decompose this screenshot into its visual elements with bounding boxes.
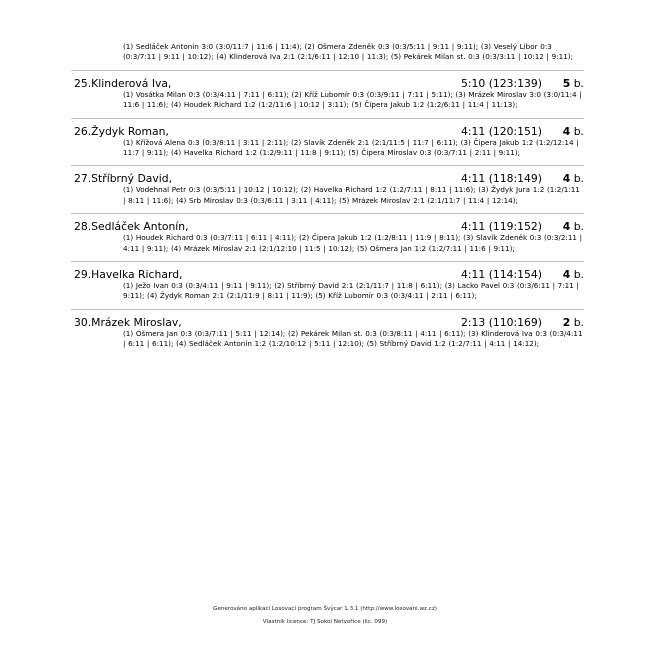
entry-header: [71, 268, 584, 281]
player-score: 4:11 (114:154): [461, 268, 542, 282]
player-score: 4:11 (119:152): [461, 220, 542, 234]
entry-header: [71, 77, 584, 90]
points-value: 4: [562, 124, 571, 138]
match-detail: (1) Vosátka Milan 0:3 (0:3/4:11 | 7:11 | 6:11); (2) Kříž Lubomír 0:3 (0:3/9:11 | 7:11 | 5:11); (3) Mrázek Miroslav 3:0 (3:0/11:4 | 11:6 | 11:6); (4) Houdek Richard 1:2 (1:2/11:6 | 10:12 | 3:11); (5) Čipera Jakub 1:2 (1:2/6:11 | 11:4 | 11:13);: [123, 89, 582, 110]
result-entry-28: [71, 213, 584, 254]
player-points: [542, 125, 584, 138]
points-value: 4: [562, 268, 571, 282]
points-unit: b.: [573, 124, 584, 138]
result-entry-30: [71, 309, 584, 350]
player-name: 30.Mrázek Miroslav,: [74, 315, 182, 329]
player-name: 25.Klinderová Iva,: [74, 76, 172, 90]
entry-header: [71, 220, 584, 233]
entry-header: [71, 172, 584, 185]
player-score: 2:13 (110:169): [461, 315, 542, 329]
result-entry-27: [71, 165, 584, 206]
points-unit: b.: [573, 172, 584, 186]
player-name: 28.Sedláček Antonín,: [74, 220, 189, 234]
player-points: [542, 316, 584, 329]
match-detail: (1) Ježo Ivan 0:3 (0:3/4:11 | 9:11 | 9:11); (2) Stříbrný David 2:1 (2:1/11:7 | 11:8 | 6:11); (3) Lacko Pavel 0:3 (0:3/6:11 | 7:11 | 9:11); (4) Žydyk Roman 2:1 (2:1/11:9 | 8:11 | 11:9); (5) Kříž Lubomír 0:3 (0:3/4:11 | 2:11 | 6:11);: [123, 281, 579, 301]
points-unit: b.: [573, 315, 584, 329]
match-detail: (1) Ošmera Jan 0:3 (0:3/7:11 | 5:11 | 12:14); (2) Pekárek Milan st. 0:3 (0:3/8:11 | 4:11 | 6:11); (3) Klinderová Iva 0:3 (0:3/4:11 | 6:11 | 6:11); (4) Sedláček Antonín 1:2 (1:2/10:12 | 5:11 | 12:10); (5) Stříbrný David 1:2 (1:2/7:11 | 4:11 | 14:12);: [123, 328, 583, 349]
previous-entry-detail: (1) Sedláček Antonín 3:0 (3:0/11:7 | 11:6 | 11:4); (2) Ošmera Zdeněk 0:3 (0:3/5:11 | 9:11 | 9:11); (3) Veselý Libor 0:3 (0:3/7:11 | 9:11 | 10:12); (4) Klinderová Iva 2:1 (2:1/6:11 | 12:10 | 11:3); (5) Pekárek Milan st. 0:3 (0:3/3:11 | 10:12 | 9:11);: [123, 42, 574, 62]
result-entry-29: [71, 261, 584, 302]
points-value: 4: [562, 172, 571, 186]
footer-generator: Generováno aplikací Losovací program Švýcar 1.3.1 (http://www.losovani.wz.cz): [213, 606, 437, 612]
footer-license: Vlastník licence: TJ Sokol Netvořice (lic. 099): [262, 619, 388, 625]
player-points: [542, 172, 584, 185]
entry-header: [71, 316, 584, 329]
match-detail: (1) Houdek Richard 0:3 (0:3/7:11 | 6:11 | 4:11); (2) Čipera Jakub 1:2 (1:2/8:11 | 11:9 | 8:11); (3) Slavík Zdeněk 0:3 (0:3/2:11 | 4:11 | 9:11); (4) Mrázek Miroslav 2:1 (2:1/12:10 | 11:5 | 10:12); (5) Ošmera Jan 1:2 (1:2/7:11 | 11:6 | 9:11);: [123, 233, 583, 253]
match-detail: (1) Vodehnal Petr 0:3 (0:3/5:11 | 10:12 | 10:12); (2) Havelka Richard 1:2 (1:2/7:11 | 8:11 | 11:6); (3) Žydyk Jura 1:2 (1:2/1:11 | 8:11 | 11:6); (4) Srb Miroslav 0:3 (0:3/6:11 | 3:11 | 4:11); (5) Mrázek Miroslav 2:1 (2:1/11:7 | 11:4 | 12:14);: [123, 185, 580, 205]
match-detail: (1) Křížová Alena 0:3 (0:3/8:11 | 3:11 | 2:11); (2) Slavík Zdeněk 2:1 (2:1/11:5 | 11:7 | 6:11); (3) Čipera Jakub 1:2 (1:2/12:14 | 11:7 | 9:11); (4) Havelka Richard 1:2 (1:2/9:11 | 11:8 | 9:11); (5) Čipera Miroslav 0:3 (0:3/7:11 | 2:11 | 9:11);: [123, 137, 579, 158]
player-name: 29.Havelka Richard,: [74, 268, 183, 282]
points-value: 5: [562, 76, 571, 90]
points-unit: b.: [573, 76, 584, 90]
entry-header: [71, 125, 584, 138]
points-value: 4: [562, 220, 571, 234]
player-score: 5:10 (123:139): [461, 76, 542, 90]
player-points: [542, 220, 584, 233]
points-unit: b.: [573, 220, 584, 234]
points-unit: b.: [573, 268, 584, 282]
points-value: 2: [562, 315, 571, 329]
player-name: 26.Žydyk Roman,: [74, 124, 169, 138]
player-name: 27.Stříbrný David,: [74, 172, 173, 186]
player-score: 4:11 (120:151): [461, 124, 542, 138]
result-entry-25: [71, 70, 584, 111]
results-list: [71, 42, 584, 350]
player-points: [542, 268, 584, 281]
result-entry-26: [71, 118, 584, 159]
player-points: [542, 77, 584, 90]
player-score: 4:11 (118:149): [461, 172, 542, 186]
